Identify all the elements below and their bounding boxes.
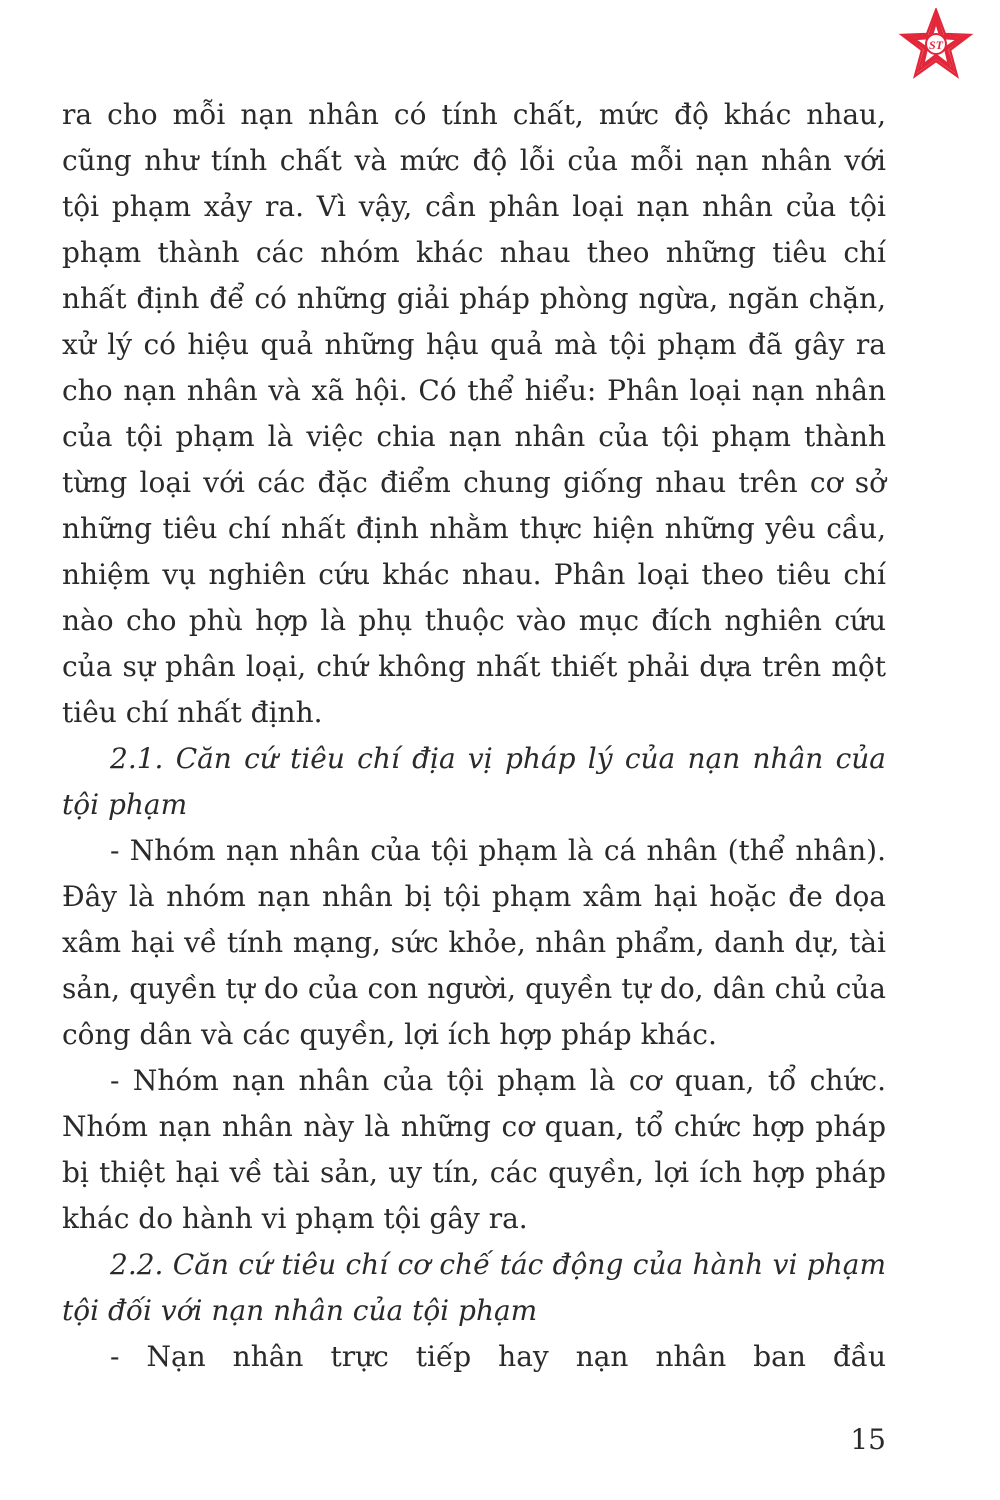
publisher-logo — [893, 8, 979, 84]
paragraph-direct-victims: - Nạn nhân trực tiếp hay nạn nhân ban đầu — [110, 1340, 886, 1373]
page-body — [62, 92, 886, 1380]
section-heading-2-2: 2.2. Căn cứ tiêu chí cơ chế tác động của hành vi phạm tội đối với nạn nhân của tội phạm — [62, 1248, 886, 1327]
paragraph-organization-victims: - Nhóm nạn nhân của tội phạm là cơ quan, tổ chức. Nhóm nạn nhân này là những cơ quan, tổ chức hợp pháp bị thiệt hại về tài sản, uy tín, các quyền, lợi ích hợp pháp khác do hành vi phạm tội gây ra. — [62, 1064, 886, 1235]
page-number: 15 — [850, 1423, 886, 1456]
star-emblem-icon — [893, 8, 979, 84]
paragraph-individual-victims: - Nhóm nạn nhân của tội phạm là cá nhân (thể nhân). Đây là nhóm nạn nhân bị tội phạm xâm hại hoặc đe dọa xâm hại về tính mạng, sức khỏe, nhân phẩm, danh dự, tài sản, quyền tự do của con người, quyền tự do, dân chủ của công dân và các quyền, lợi ích hợp pháp khác. — [62, 834, 886, 1051]
section-heading-2-1: 2.1. Căn cứ tiêu chí địa vị pháp lý của nạn nhân của tội phạm — [62, 742, 886, 821]
logo-text: ST — [928, 38, 944, 52]
paragraph-intro: ra cho mỗi nạn nhân có tính chất, mức độ khác nhau, cũng như tính chất và mức độ lỗi của mỗi nạn nhân với tội phạm xảy ra. Vì vậy, cần phân loại nạn nhân của tội phạm thành các nhóm khác nhau theo những tiêu chí nhất định để có những giải pháp phòng ngừa, ngăn chặn, xử lý có hiệu quả những hậu quả mà tội phạm đã gây ra cho nạn nhân và xã hội. Có thể hiểu: Phân loại nạn nhân của tội phạm là việc chia nạn nhân của tội phạm thành từng loại với các đặc điểm chung giống nhau trên cơ sở những tiêu chí nhất định nhằm thực hiện những yêu cầu, nhiệm vụ nghiên cứu khác nhau. Phân loại theo tiêu chí nào cho phù hợp là phụ thuộc vào mục đích nghiên cứu của sự phân loại, chứ không nhất thiết phải dựa trên một tiêu chí nhất định. — [62, 98, 886, 729]
